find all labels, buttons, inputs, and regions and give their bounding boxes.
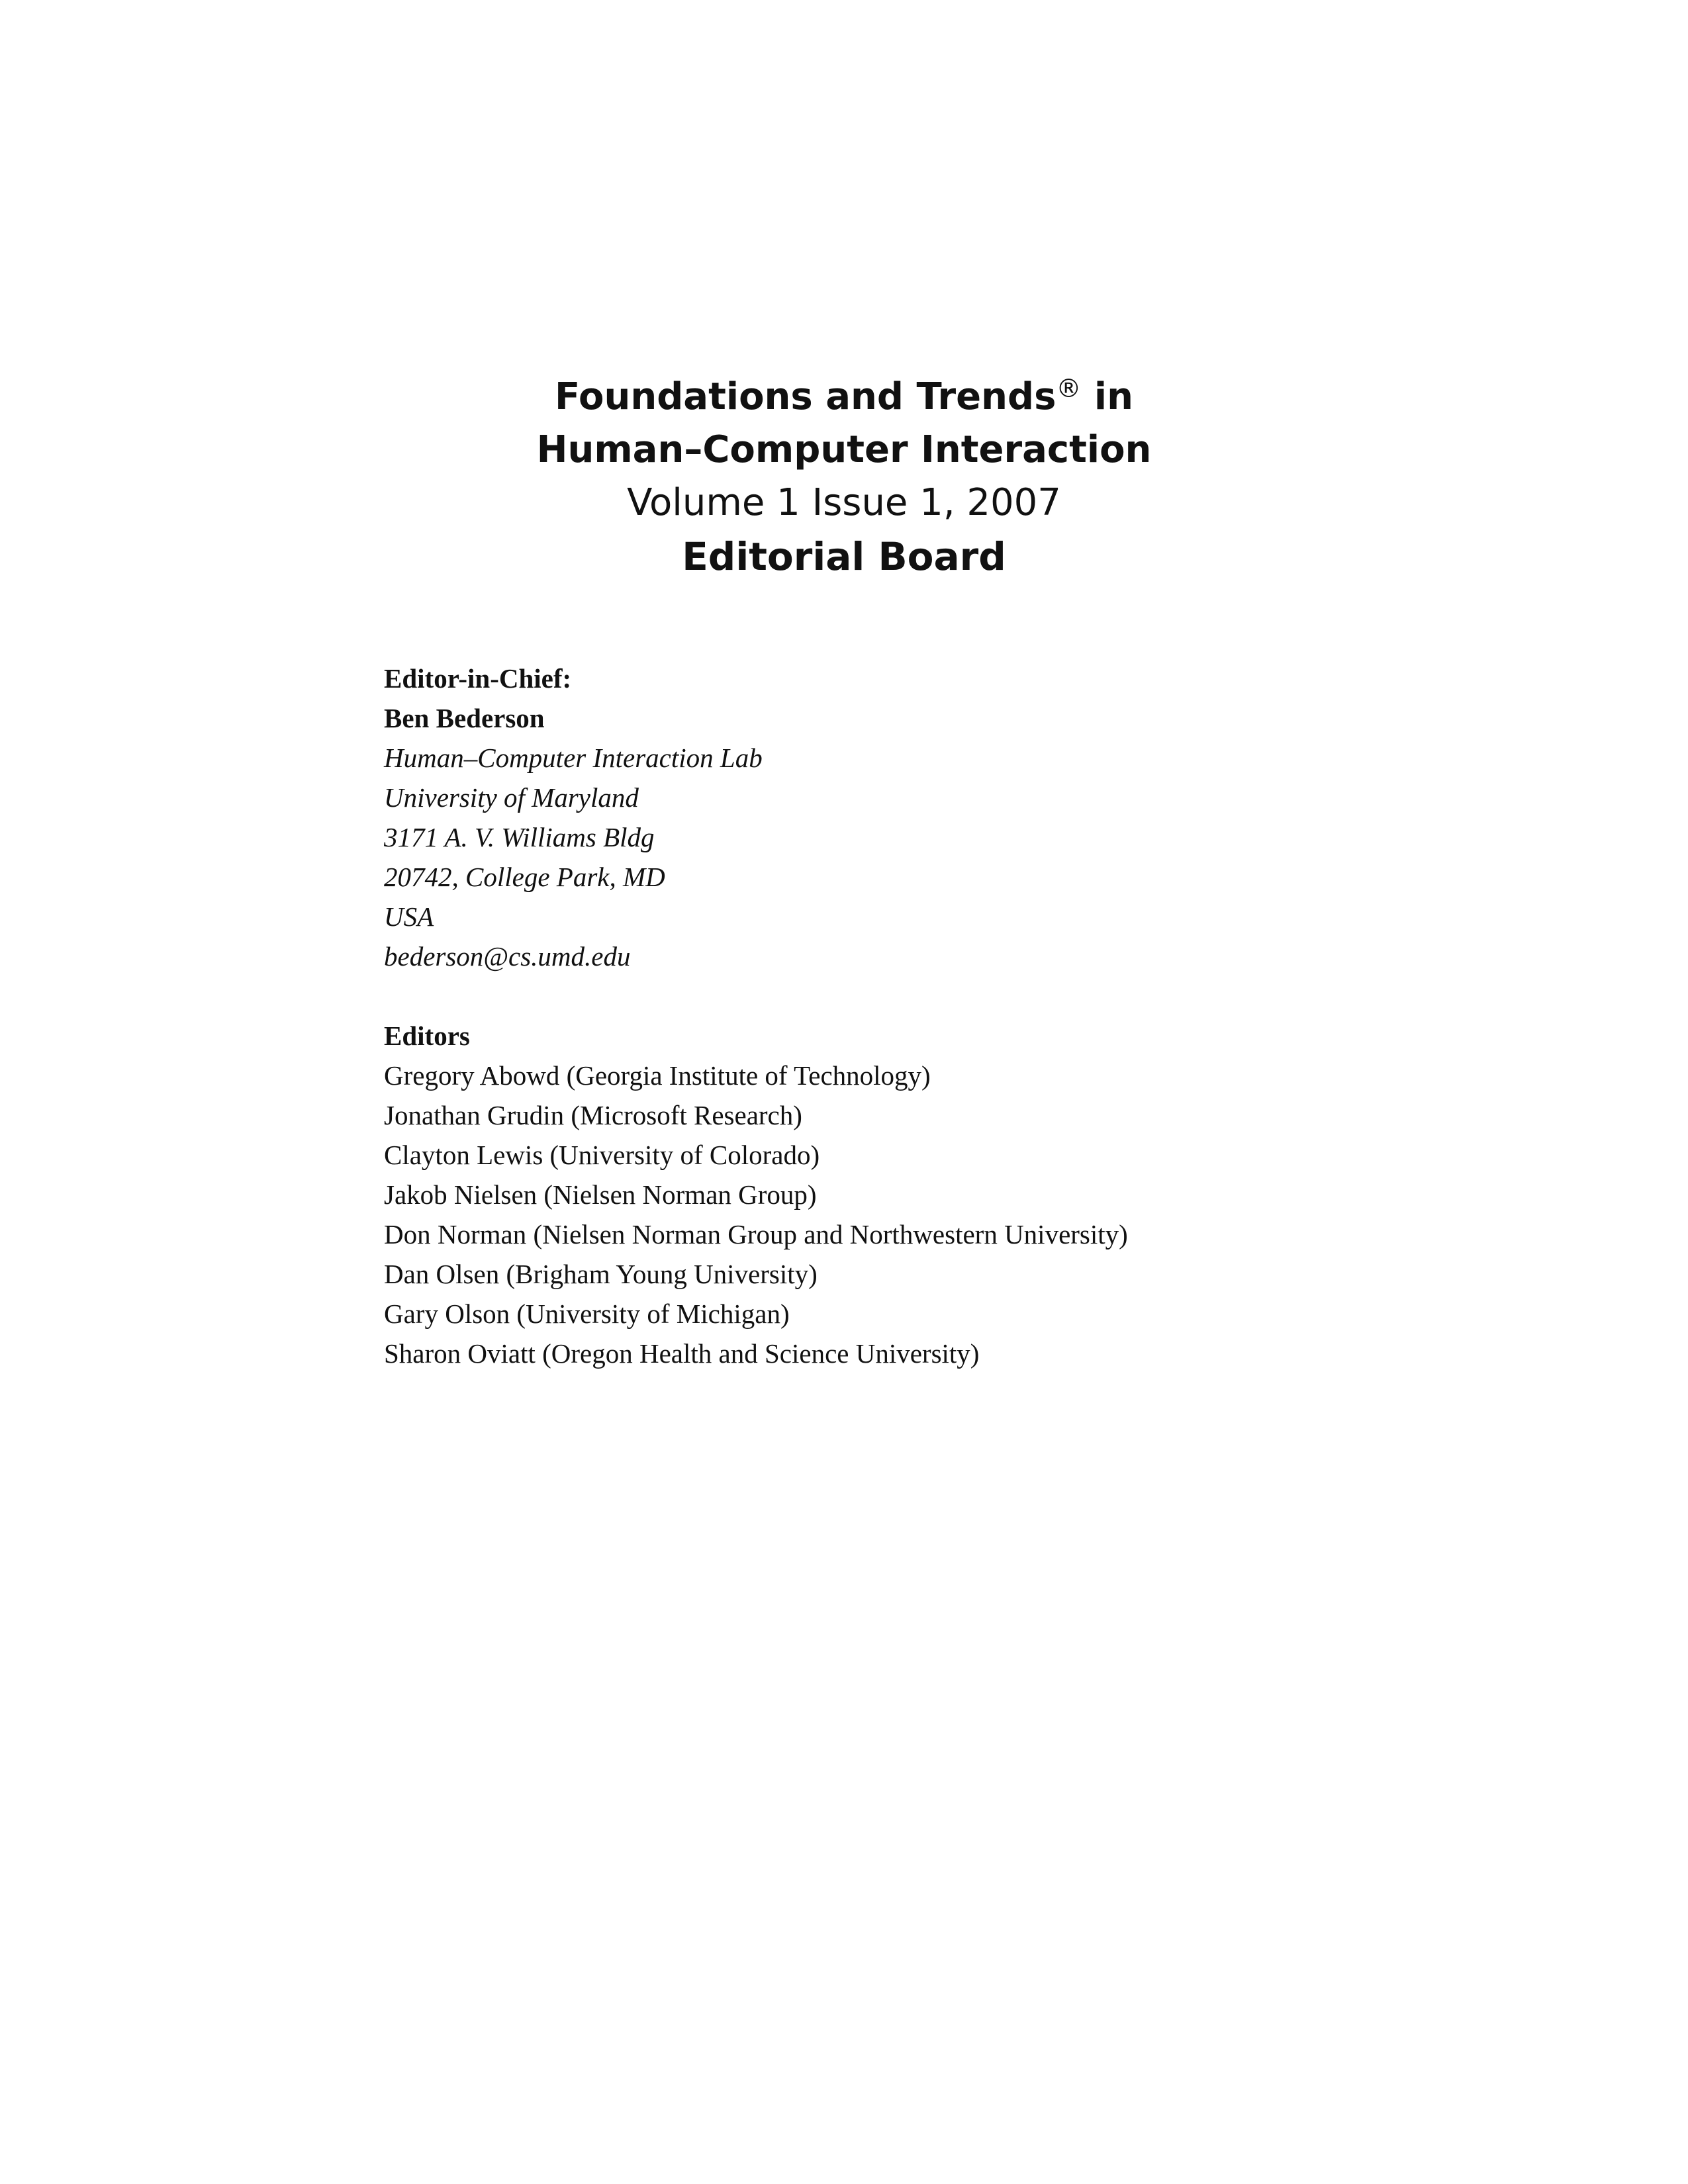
editor-entry: Dan Olsen (Brigham Young University) xyxy=(384,1259,818,1289)
journal-title-line-2: Human–Computer Interaction xyxy=(536,428,1152,471)
volume-issue: Volume 1 Issue 1, 2007 xyxy=(627,481,1061,524)
editor-entry: Don Norman (Nielsen Norman Group and Northwestern University) xyxy=(384,1219,1128,1250)
editor-entry: Sharon Oviatt (Oregon Health and Science University) xyxy=(384,1338,980,1369)
registered-mark: ® xyxy=(1056,374,1082,403)
journal-title-suffix: in xyxy=(1081,375,1133,418)
editors-heading: Editors xyxy=(384,1021,470,1051)
eic-affiliation-line: USA xyxy=(384,901,434,932)
editor-entry: Jonathan Grudin (Microsoft Research) xyxy=(384,1100,802,1130)
journal-title-text: Foundations and Trends xyxy=(555,375,1056,418)
editorial-board-heading: Editorial Board xyxy=(682,534,1006,579)
board-content xyxy=(384,659,1575,1373)
section-spacer xyxy=(384,976,1575,1016)
editor-entry: Jakob Nielsen (Nielsen Norman Group) xyxy=(384,1179,817,1210)
editor-in-chief-name: Ben Bederson xyxy=(384,703,545,733)
eic-email: bederson@cs.umd.edu xyxy=(384,941,631,972)
editor-entry: Gregory Abowd (Georgia Institute of Technology) xyxy=(384,1060,931,1091)
editor-entry: Clayton Lewis (University of Colorado) xyxy=(384,1140,820,1170)
eic-affiliation-line: University of Maryland xyxy=(384,782,639,813)
title-block xyxy=(0,371,1688,584)
eic-affiliation-line: Human–Computer Interaction Lab xyxy=(384,743,763,773)
editor-in-chief-heading: Editor-in-Chief: xyxy=(384,663,572,694)
eic-affiliation-line: 20742, College Park, MD xyxy=(384,862,665,892)
journal-title-line-1 xyxy=(0,371,1688,424)
editor-entry: Gary Olson (University of Michigan) xyxy=(384,1298,790,1329)
eic-affiliation-line: 3171 A. V. Williams Bldg xyxy=(384,822,655,852)
